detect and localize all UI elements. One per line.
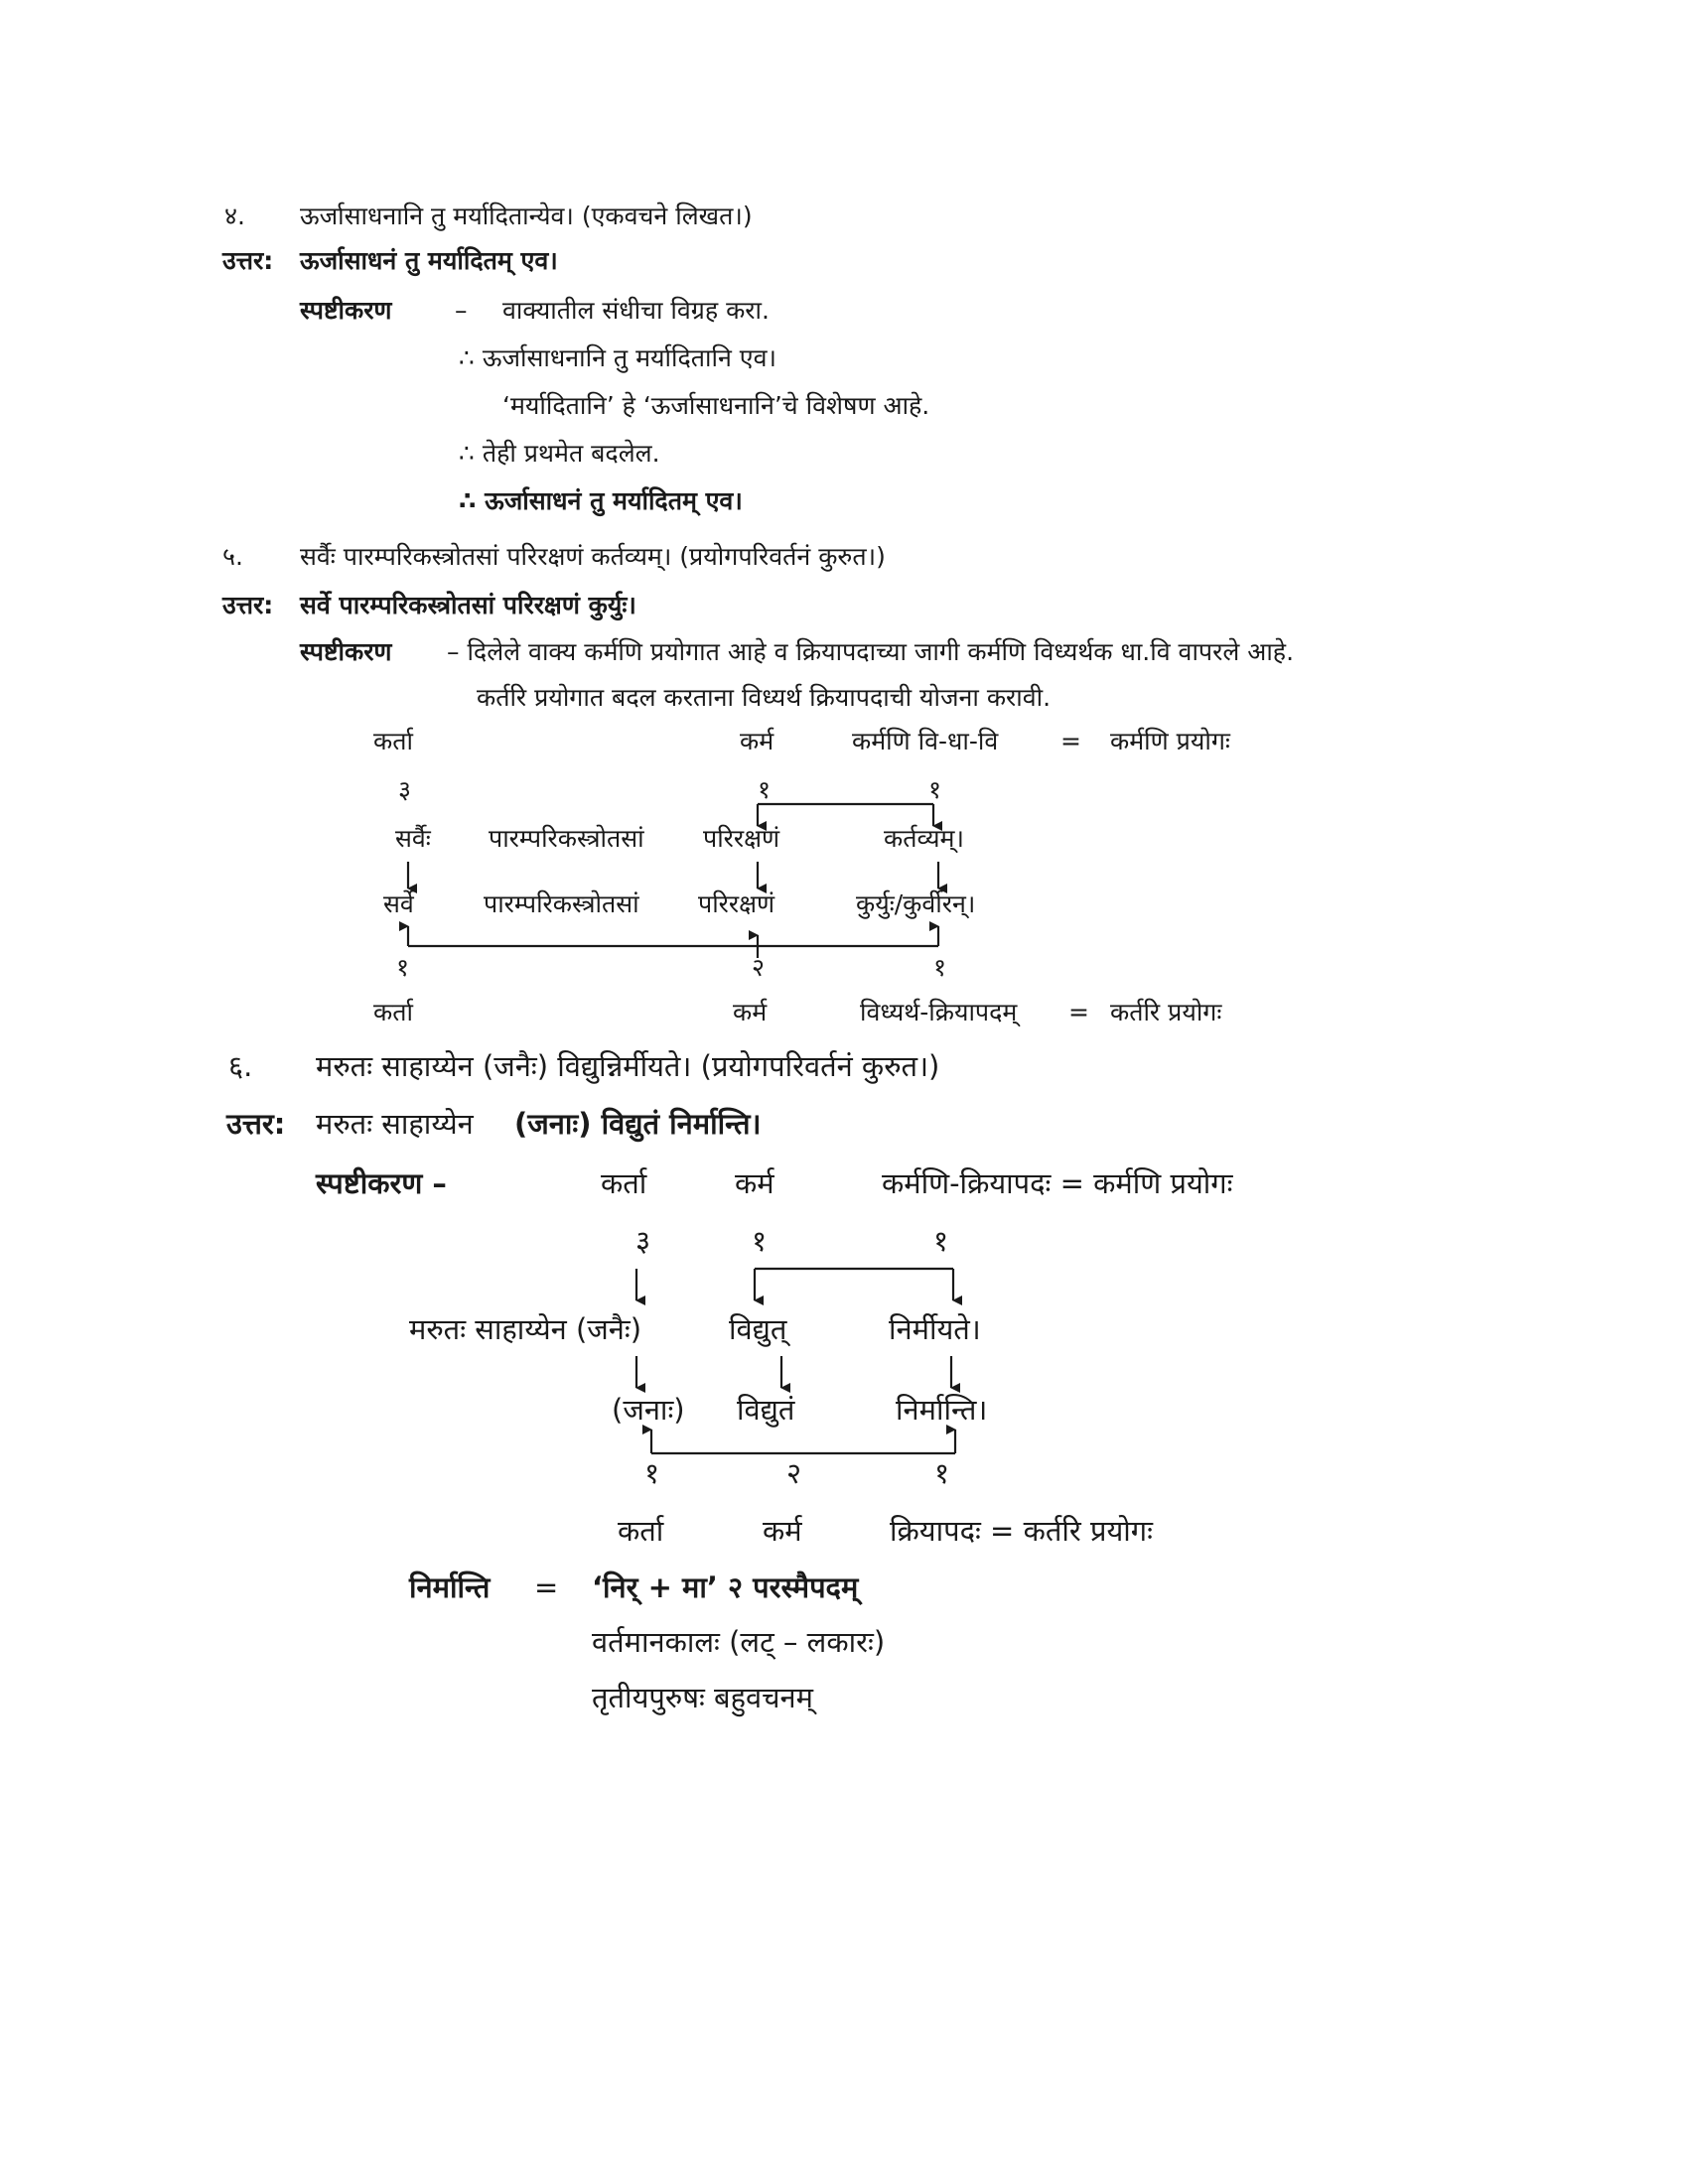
- q5-top-bracket: [758, 804, 933, 826]
- q6-grammar-eq: =: [534, 1570, 559, 1604]
- q4-number: ४.: [224, 202, 245, 230]
- q5-question: सर्वैः पारम्परिकस्त्रोतसां परिरक्षणं कर्तव्यम्। (प्रयोगपरिवर्तनं कुरुत।): [300, 542, 886, 571]
- q6-transform-arrows: [636, 1356, 951, 1388]
- q5-explanation-label: स्पष्टीकरण: [300, 637, 392, 666]
- q6-diagram-footer-karta: कर्ता: [618, 1514, 664, 1548]
- q4-step-4: ∴ तेही प्रथमेत बदलेल.: [459, 439, 660, 468]
- q6-answer-label: उत्तर:: [226, 1107, 286, 1141]
- q5-transform-arrows: [408, 862, 938, 888]
- q5-diagram-row2-object: परिरक्षणं: [698, 889, 775, 918]
- q6-bottom-bracket: [651, 1430, 955, 1453]
- q4-explanation-label: स्पष्टीकरण: [300, 296, 392, 325]
- q4-answer-label: उत्तर:: [222, 246, 274, 275]
- q4-dash: –: [455, 296, 468, 325]
- q6-question: मरुतः साहाय्येन (जनैः) विद्युन्निर्मीयते। (प्रयोगपरिवर्तनं कुरुत।): [316, 1049, 940, 1083]
- q6-grammar-person: तृतीयपुरुषः बहुवचनम्: [592, 1681, 813, 1714]
- q4-answer: ऊर्जासाधनं तु मर्यादितम् एव।: [300, 246, 558, 275]
- q4-step-1: वाक्यातील संधीचा विग्रह करा.: [502, 296, 770, 325]
- q5-diagram-footer-prayoga: कर्तरि प्रयोगः: [1110, 998, 1222, 1026]
- q4-step-3: ‘मर्यादितानि’ हे ‘ऊर्जासाधनानि’चे विशेषण आहे.: [502, 391, 930, 420]
- q6-diagram-row1-verb: निर्मीयते।: [889, 1312, 981, 1346]
- q6-grammar-word: निर्मान्ति: [409, 1570, 491, 1604]
- q4-step-2: ∴ ऊर्जासाधनानि तु मर्यादितानि एव।: [459, 343, 776, 372]
- q6-diagram-header-karta: कर्ता: [601, 1166, 647, 1200]
- q5-diagram-header-eq: =: [1060, 727, 1081, 755]
- q6-answer-plain: मरुतः साहाय्येन: [316, 1107, 474, 1141]
- q6-diagram-footer-karma: कर्म: [763, 1514, 802, 1548]
- q5-answer-label: उत्तर:: [222, 591, 274, 619]
- q6-diagram-top-num: १: [752, 1224, 768, 1258]
- q6-diagram-bottom-num: १: [934, 1456, 950, 1490]
- q5-diagram-bottom-num: १: [933, 953, 947, 982]
- q6-diagram-row1-object: विद्युत्: [729, 1312, 787, 1346]
- q5-diagram-header-prayoga: कर्मणि प्रयोगः: [1110, 727, 1230, 755]
- q5-diagram-top-num: १: [758, 775, 772, 804]
- q6-diagram-bottom-num: १: [644, 1456, 660, 1490]
- q5-diagram-row2-genitive: पारम्परिकस्त्रोतसां: [484, 889, 639, 918]
- q6-diagram-header-verb: कर्मणि-क्रियापदः = कर्मणि प्रयोगः: [882, 1166, 1233, 1200]
- q6-diagram-row1-subject: मरुतः साहाय्येन (जनैः): [409, 1312, 642, 1346]
- q4-question: ऊर्जासाधनानि तु मर्यादितान्येव। (एकवचने लिखत।): [300, 202, 753, 230]
- q5-diagram-row1-verb: कर्तव्यम्।: [884, 824, 964, 853]
- q6-top-bracket: [636, 1269, 953, 1300]
- q5-number: ५.: [222, 542, 243, 571]
- q5-diagram-header-verb: कर्मणि वि-धा-वि: [852, 727, 999, 755]
- q6-diagram-row2-subject: (जनाः): [612, 1393, 685, 1427]
- q5-diagram-header-karta: कर्ता: [373, 727, 413, 755]
- q6-diagram-row2-verb: निर्मान्ति।: [896, 1393, 988, 1427]
- q5-diagram-footer-verb: विध्यर्थ-क्रियापदम्: [860, 998, 1018, 1026]
- q5-diagram-bottom-num: २: [752, 953, 766, 982]
- q5-diagram-row1-object: परिरक्षणं: [703, 824, 780, 853]
- q5-explanation-line-1: – दिलेले वाक्य कर्मणि प्रयोगात आहे व क्रियापदाच्या जागी कर्मणि विध्यर्थक धा.वि वापरले आहे.: [447, 637, 1295, 666]
- q5-diagram-footer-karma: कर्म: [733, 998, 768, 1026]
- q6-number: ६.: [228, 1049, 253, 1083]
- q5-diagram-top-num: ३: [398, 775, 412, 804]
- q5-diagram-row1-genitive: पारम्परिकस्त्रोतसां: [489, 824, 644, 853]
- q5-answer: सर्वे पारम्परिकस्त्रोतसां परिरक्षणं कुर्युः।: [300, 591, 636, 619]
- q5-diagram-footer-eq: =: [1068, 998, 1089, 1026]
- q5-diagram-bottom-num: १: [396, 953, 410, 982]
- q6-answer-bold: (जनाः) विद्युतं निर्मान्ति।: [514, 1107, 762, 1141]
- q6-diagram-header-karma: कर्म: [735, 1166, 774, 1200]
- q5-diagram-row2-verb: कुर्युः/कुर्वीरन्।: [856, 889, 976, 918]
- q5-diagram-row1-subject: सर्वैः: [395, 824, 431, 853]
- q5-diagram-header-karma: कर्म: [740, 727, 774, 755]
- q6-diagram-top-num: ३: [635, 1224, 651, 1258]
- q6-diagram-footer-verb: क्रियापदः = कर्तरि प्रयोगः: [890, 1514, 1153, 1548]
- q6-diagram-top-num: १: [933, 1224, 949, 1258]
- q6-diagram-row2-object: विद्युतं: [737, 1393, 795, 1427]
- q5-diagram-top-num: १: [928, 775, 942, 804]
- q5-diagram-footer-karta: कर्ता: [373, 998, 413, 1026]
- q6-explanation-label: स्पष्टीकरण –: [316, 1166, 447, 1200]
- q6-diagram-bottom-num: २: [786, 1456, 802, 1490]
- q4-step-5: ∴ ऊर्जासाधनं तु मर्यादितम् एव।: [459, 486, 743, 515]
- q5-bottom-bracket: [408, 926, 938, 958]
- q6-grammar-root: ‘निर् + मा’ २ परस्मैपदम्: [592, 1570, 859, 1604]
- q5-diagram-row2-subject: सर्वे: [383, 889, 414, 918]
- q6-grammar-tense: वर्तमानकालः (लट् – लकारः): [592, 1625, 886, 1659]
- q5-explanation-line-2: कर्तरि प्रयोगात बदल करताना विध्यर्थ क्रियापदाची योजना करावी.: [477, 683, 1052, 712]
